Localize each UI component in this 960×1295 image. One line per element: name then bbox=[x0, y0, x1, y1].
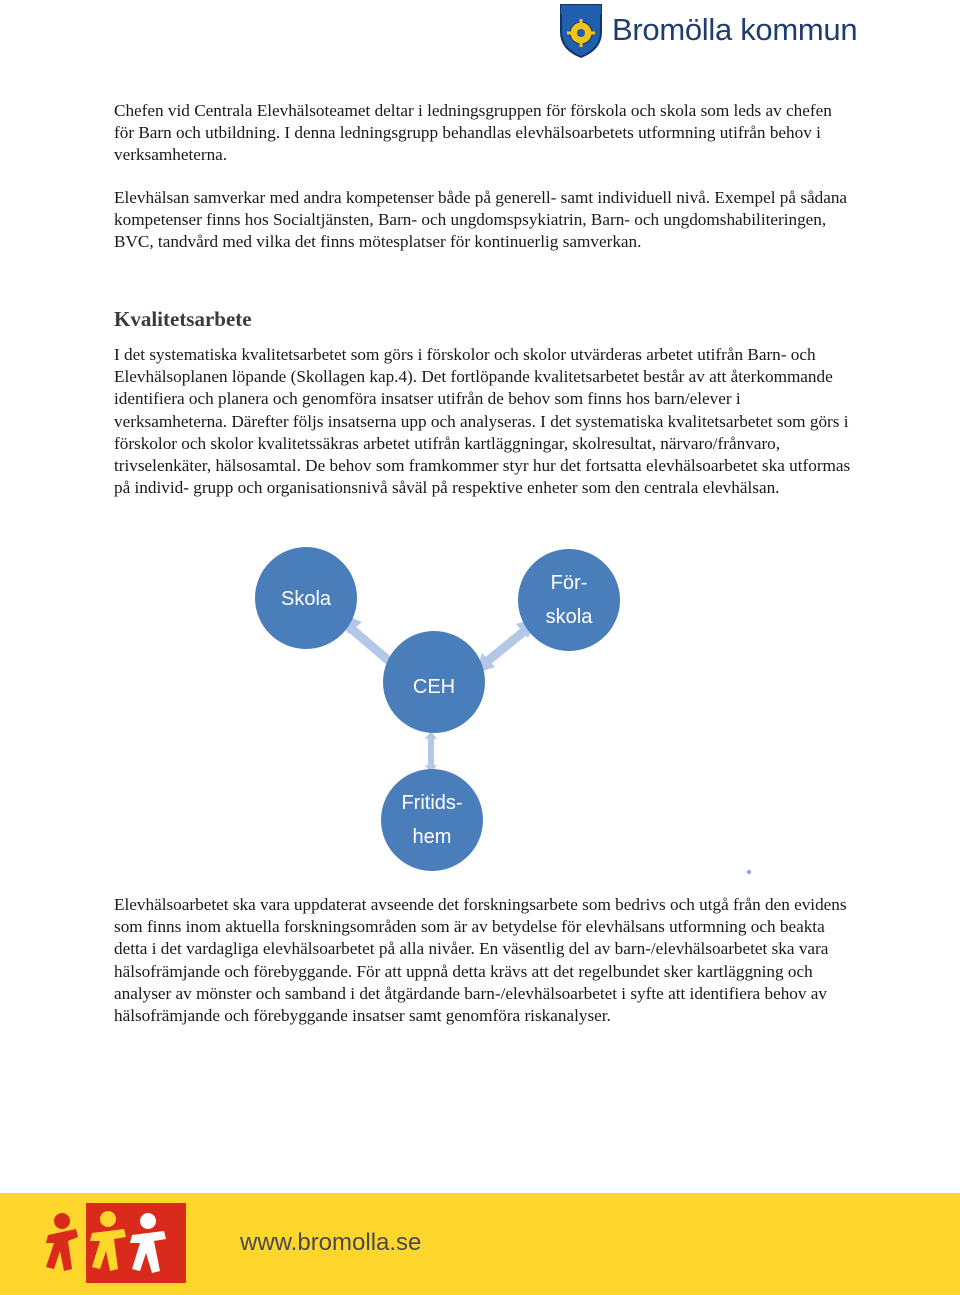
node-forskola-label-1: För- bbox=[550, 572, 588, 594]
paragraph-leadership: Chefen vid Centrala Elevhälsoteamet deltar i ledningsgruppen för förskola och skola som leds av chefen för Barn och utbildning. I denna ledningsgrupp behandlas elevhälsoarbetets utformning utifrån behov i verksamheterna. bbox=[114, 101, 832, 165]
node-skola-label: Skola bbox=[280, 588, 332, 610]
municipality-logo bbox=[558, 2, 857, 58]
paragraph-quality-work: I det systematiska kvalitetsarbetet som görs i förskolor och skolor utvärderas arbetet utifrån Barn- och Elevhälsoplanen löpande (Skollagen kap.4). Det fortlöpande kvalitetsarbetet består av att återkommande identifiera och planera och genomföra insatser utifrån de behov som finns hos barn/elever i verksamheterna. Därefter följs insatserna upp och analyseras. I det systematiska kvalitetsarbetet som görs i förskolor och skolor kvalitetssäkras arbetet utifrån kartläggningar, skolresultat, närvaro/frånvaro, trivselenkäter, hälsosamtal. De behov som framkommer styr hur det fortsatta elevhälsoarbetet ska utformas på individ- grupp och organisationsnivå såväl på respektive enheter som den centrala elevhälsan. bbox=[114, 345, 851, 498]
node-ceh-label: CEH bbox=[412, 676, 456, 698]
stray-dot bbox=[747, 870, 751, 874]
collaboration-diagram bbox=[0, 530, 960, 890]
node-skola bbox=[255, 547, 357, 649]
node-ceh bbox=[383, 631, 485, 733]
footer-url[interactable]: www.bromolla.se bbox=[240, 1229, 422, 1256]
footer-banner bbox=[0, 1193, 960, 1295]
coat-of-arms-icon bbox=[558, 2, 604, 58]
node-forskola bbox=[518, 549, 620, 651]
children-figures-logo-icon bbox=[42, 1199, 192, 1289]
section-heading: Kvalitetsarbete bbox=[114, 307, 252, 331]
paragraph-collaboration: Elevhälsan samverkar med andra kompetenser både på generell- samt individuell nivå. Exempel på sådana kompetenser finns hos Socialtjänsten, Barn- och ungdomspsykiatrin, Barn- och ungdomshabiliteringen, BVC, tandvård med vilka det finns mötesplatser för kontinuerlig samverkan. bbox=[114, 188, 848, 252]
arrow-ceh-fritidshem bbox=[425, 731, 437, 773]
paragraph-research: Elevhälsoarbetet ska vara uppdaterat avseende det forskningsarbete som bedrivs och utgå från den evidens som finns inom aktuella forskningsområden som är av betydelse för elevhälsans utformning och beakta detta i det vardagliga elevhälsoarbetet på alla nivåer. En väsentlig del av barn-/elevhälsoarbetet ska vara hälsofrämjande och förebyggande. För att uppnå detta krävs att det regelbundet sker kartläggning och analyser av mönster och samband i det åtgärdande barn-/elevhälsoarbetet i syfte att identifiera behov av hälsofrämjande och förebyggande insatser samt genomföra riskanalyser. bbox=[114, 895, 847, 1026]
node-fritidshem-label-1: Fritids- bbox=[401, 792, 463, 814]
node-fritidshem-label-2: hem bbox=[412, 826, 452, 848]
node-fritidshem bbox=[381, 769, 483, 871]
node-forskola-label-2: skola bbox=[545, 606, 593, 628]
brand-name: Bromölla kommun bbox=[612, 12, 858, 47]
